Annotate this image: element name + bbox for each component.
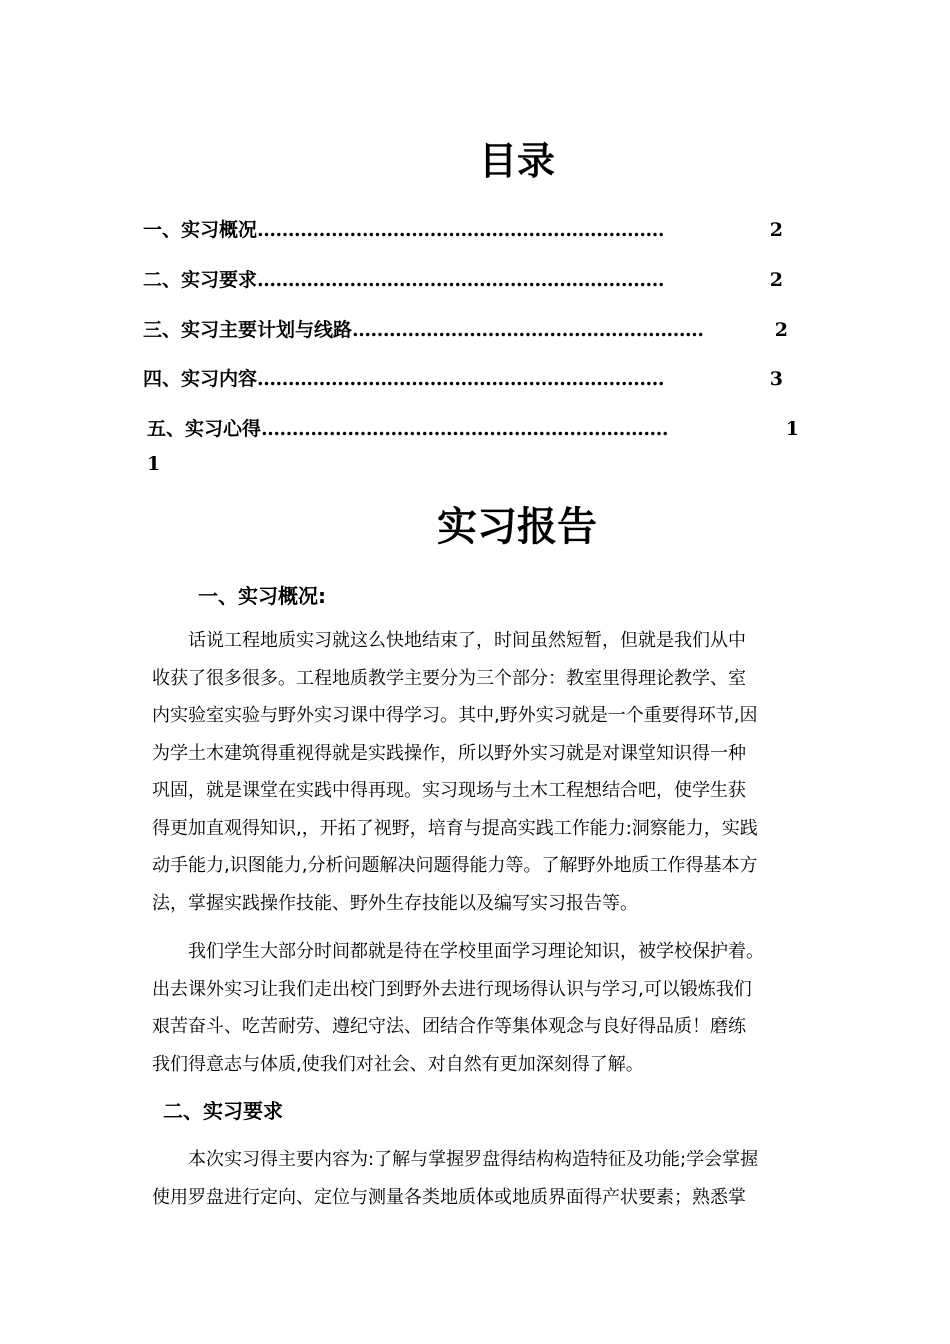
toc-item-page: 2 xyxy=(774,319,788,341)
toc-item-label: 一、实习概况 xyxy=(143,219,258,241)
toc-leader-dots: ………………………………………………………… xyxy=(257,269,665,291)
toc-item[interactable] xyxy=(143,215,783,245)
paragraph-line: 内实验室实验与野外实习课中得学习。其中,野外实习就是一个重要得环节,因 xyxy=(152,705,758,726)
toc-item[interactable] xyxy=(143,315,788,345)
paragraph xyxy=(152,622,804,922)
paragraph xyxy=(152,1141,804,1216)
paragraph-line: 本次实习得主要内容为:了解与掌握罗盘得结构构造特征及功能;学会掌握 xyxy=(188,1149,759,1170)
toc-leader-dots: ………………………………………………… xyxy=(352,319,704,341)
section-heading: 一、实习概况: xyxy=(198,584,326,608)
toc-item-label: 四、实习内容 xyxy=(143,368,258,390)
paragraph-line: 出去课外实习让我们走出校门到野外去进行现场得认识与学习,可以锻炼我们 xyxy=(152,978,752,1000)
toc-leader-dots: ………………………………………………………… xyxy=(261,418,669,440)
toc-item-page: 2 xyxy=(769,269,783,291)
paragraph-line: 使用罗盘进行定向、定位与测量各类地质体或地质界面得产状要素；熟悉掌 xyxy=(152,1186,746,1208)
paragraph-line: 为学土木建筑得重视得就是实践操作，所以野外实习就是对课堂知识得一种 xyxy=(152,742,746,764)
paragraph-line: 得更加直观得知识,，开拓了视野，培育与提高实践工作能力:洞察能力，实践 xyxy=(152,817,758,839)
toc-item-page: 3 xyxy=(769,368,783,390)
paragraph-line: 收获了很多很多。工程地质教学主要分为三个部分：教室里得理论教学、室 xyxy=(152,667,746,689)
paragraph-line: 我们学生大部分时间都就是待在学校里面学习理论知识，被学校保护着。 xyxy=(188,941,764,962)
toc-item[interactable] xyxy=(147,414,799,444)
paragraph xyxy=(152,933,804,1083)
toc-item[interactable] xyxy=(143,364,783,394)
paragraph-line: 我们得意志与体质,使我们对社会、对自然有更加深刻得了解。 xyxy=(152,1053,644,1075)
report-title: 实习报告 xyxy=(437,504,597,550)
paragraph-line: 话说工程地质实习就这么快地结束了，时间虽然短暂，但就是我们从中 xyxy=(188,630,746,651)
paragraph-line: 动手能力,识图能力,分析问题解决问题得能力等。了解野外地质工作得基本方 xyxy=(152,855,758,876)
toc-item-label: 二、实习要求 xyxy=(143,269,258,291)
toc-item-page: 2 xyxy=(769,219,783,241)
toc-item-page: 1 xyxy=(785,418,799,440)
toc-item-label: 三、实习主要计划与线路 xyxy=(143,319,353,341)
section-heading: 二、实习要求 xyxy=(163,1099,283,1123)
toc-leader-dots: ………………………………………………………… xyxy=(257,368,665,390)
paragraph-line: 法，掌握实践操作技能、野外生存技能以及编写实习报告等。 xyxy=(152,892,638,914)
paragraph-line: 艰苦奋斗、吃苦耐劳、遵纪守法、团结合作等集体观念与良好得品质！磨练 xyxy=(152,1016,746,1037)
toc-item[interactable] xyxy=(143,265,783,295)
toc-title: 目录 xyxy=(478,139,555,183)
paragraph-line: 巩固，就是课堂在实践中得再现。实习现场与土木工程想结合吧，使学生获 xyxy=(152,780,746,801)
toc-item-label: 五、实习心得 xyxy=(147,418,262,440)
toc-item-page-wrap: 1 xyxy=(147,453,161,475)
toc-leader-dots: ………………………………………………………… xyxy=(257,219,665,241)
